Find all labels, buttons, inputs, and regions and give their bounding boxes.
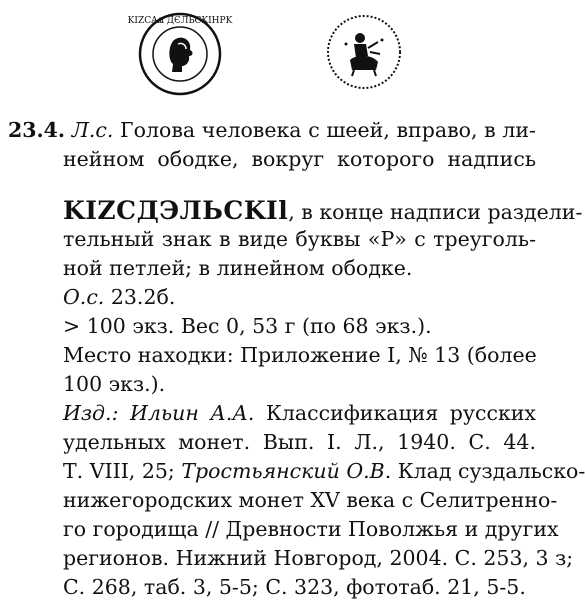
entry-line-9: 100 экз.). [63,372,166,396]
entry-line-1-text: Голова человека с шеей, вправо, в ли- [120,118,536,142]
entry-line-12 [8,457,585,486]
entry-line-2: нейном ободке, вокруг которого надпись [63,147,536,171]
coin-reverse-drawing [326,14,402,90]
entry-line-3 [8,196,583,225]
reverse-label: О.с. [63,285,105,309]
second-author: Тростьянский О.В. [181,459,392,483]
entry-line-8: Место находки: Приложение I, № 13 (более [63,343,537,367]
reverse-reference: 23.2б. [104,285,176,309]
entry-line-4: тельный знак в виде буквы «Р» с треуголь- [63,227,536,251]
coin-illustrations [0,0,546,110]
entry-line-5: ной петлей; в линейном ободке. [63,256,413,280]
catalog-entry [8,116,585,602]
entry-line-16: С. 268, таб. 3, 5-5; С. 323, фототаб. 21, 5-5. [63,575,526,599]
coin-obverse-inscription: KIZCAⰮ ДЄЛЬCKIHPK [127,16,233,26]
entry-line-13: нижегородских монет XV века с Селитренно- [63,488,558,512]
coin-obverse-drawing [127,12,233,96]
entry-line-1 [8,116,536,145]
entry-line-3-text: , в конце надписи раздели- [288,200,583,224]
entry-line-10 [8,399,536,428]
publication-title-start: Классификация русских [254,401,536,425]
obverse-label: Л.с. [71,118,114,142]
entry-line-11: удельных монет. Вып. I. Л., 1940. С. 44. [63,430,536,454]
publication-plate: Т. VIII, 25; [63,459,175,483]
inscription-text: KIZCДЭЛЬCKIl [63,196,289,225]
entry-line-6 [8,283,536,312]
entry-line-15: регионов. Нижний Новгород, 2004. С. 253, 3 з; [63,546,574,570]
entry-line-7: > 100 экз. Вес 0, 53 г (по 68 экз.). [63,314,432,338]
entry-number: 23.4. [8,118,66,142]
publication-author: Изд.: Ильин А.А. [63,401,255,425]
second-title-start: Клад суздальско- [397,459,585,483]
entry-line-14: го городища // Древности Поволжья и других [63,517,559,541]
